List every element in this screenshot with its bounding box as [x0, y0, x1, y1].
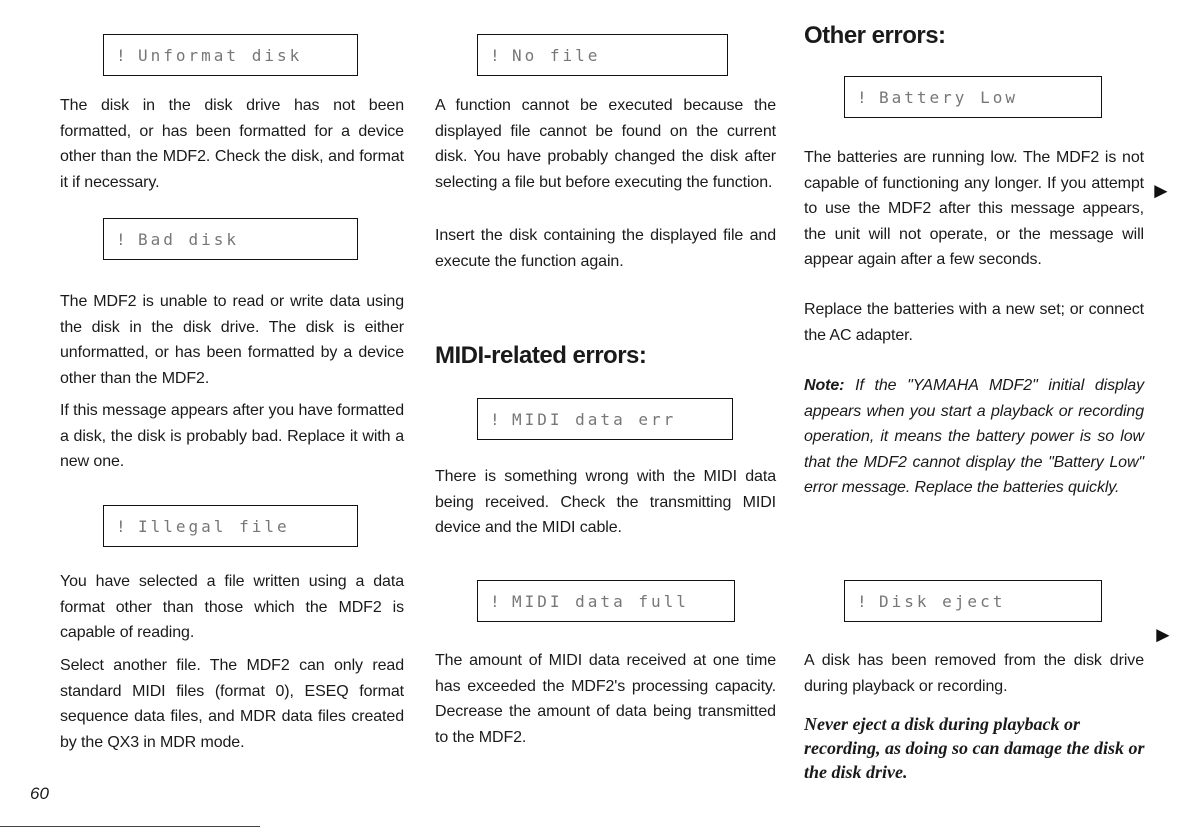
lcd-bang: !	[116, 229, 129, 249]
lcd-bang: !	[116, 45, 129, 65]
paragraph-illegal-file-2: Select another file. The MDF2 can only read standard MIDI files (format 0), ESEQ format sequence data files, and MDR data files created by the QX3 in MDR mode.	[60, 657, 404, 751]
paragraph-bad-disk-1: The MDF2 is unable to read or write data using the disk in the disk drive. The disk is either unformatted, or has been formatted by a device other than the MDF2.	[60, 293, 404, 387]
heading-other-errors: Other errors:	[804, 22, 946, 49]
page-number: 60	[30, 784, 49, 803]
lcd-midi-data-full	[477, 580, 735, 622]
lcd-text: Disk eject	[879, 591, 1006, 611]
paragraph-midi-data-err: There is something wrong with the MIDI data being received. Check the transmitting MIDI device and the MIDI cable.	[435, 468, 776, 536]
lcd-text: MIDI data full	[512, 591, 689, 611]
lcd-bang: !	[116, 516, 129, 536]
lcd-text: Illegal file	[138, 516, 290, 536]
lcd-bad-disk	[103, 218, 358, 260]
lcd-text: Unformat disk	[138, 45, 303, 65]
lcd-bang: !	[490, 591, 503, 611]
lcd-illegal-file	[103, 505, 358, 547]
paragraph-bad-disk-2: If this message appears after you have formatted a disk, the disk is probably bad. Replace it with a new one.	[60, 402, 404, 470]
lcd-text: MIDI data err	[512, 409, 677, 429]
lcd-bang: !	[857, 87, 870, 107]
lcd-bang: !	[490, 45, 503, 65]
paragraph-disk-eject: A disk has been removed from the disk drive during playback or recording.	[804, 652, 1144, 695]
note-label: Note:	[804, 377, 845, 394]
note-text: If the "YAMAHA MDF2" initial display appears when you start a playback or recording operation, it means the battery power is so low that the MDF2 cannot display the "Battery Low" error message. Replace the batteries quickly.	[804, 377, 1144, 496]
footer-divider	[0, 826, 260, 827]
paragraph-midi-data-full: The amount of MIDI data received at one time has exceeded the MDF2's processing capacity. Decrease the amount of data being transmitted to the MDF2.	[435, 652, 776, 746]
lcd-bang: !	[857, 591, 870, 611]
lcd-no-file	[477, 34, 728, 76]
lcd-text: Battery Low	[879, 87, 1018, 107]
lcd-text: Bad disk	[138, 229, 240, 249]
warning-disk-eject: Never eject a disk during playback or recording, as doing so can damage the disk or the disk drive.	[804, 714, 1145, 782]
lcd-midi-data-err	[477, 398, 733, 440]
lcd-battery-low	[844, 76, 1102, 118]
lcd-unformat-disk	[103, 34, 358, 76]
paragraph-battery-low-1: The batteries are running low. The MDF2 is not capable of functioning any longer. If you attempt to use the MDF2 after this message appears, the unit will not operate, or the message will appear again after a few seconds.	[804, 149, 1144, 268]
paragraph-no-file-2: Insert the disk containing the displayed file and execute the function again.	[435, 227, 776, 270]
margin-tab-icon: ►	[1150, 178, 1172, 203]
paragraph-battery-low-2: Replace the batteries with a new set; or connect the AC adapter.	[804, 301, 1144, 344]
lcd-disk-eject	[844, 580, 1102, 622]
heading-midi-errors: MIDI-related errors:	[435, 342, 647, 369]
note-battery	[804, 373, 1144, 501]
paragraph-no-file-1: A function cannot be executed because the displayed file cannot be found on the current disk. You have probably changed the disk after selecting a file but before executing the function.	[435, 97, 776, 191]
margin-tab-icon: ►	[1152, 622, 1174, 647]
paragraph-illegal-file-1: You have selected a file written using a data format other than those which the MDF2 is capable of reading.	[60, 573, 404, 641]
lcd-text: No file	[512, 45, 601, 65]
lcd-bang: !	[490, 409, 503, 429]
paragraph-unformat-disk: The disk in the disk drive has not been formatted, or has been formatted for a device other than the MDF2. Check the disk, and format it if necessary.	[60, 97, 404, 191]
